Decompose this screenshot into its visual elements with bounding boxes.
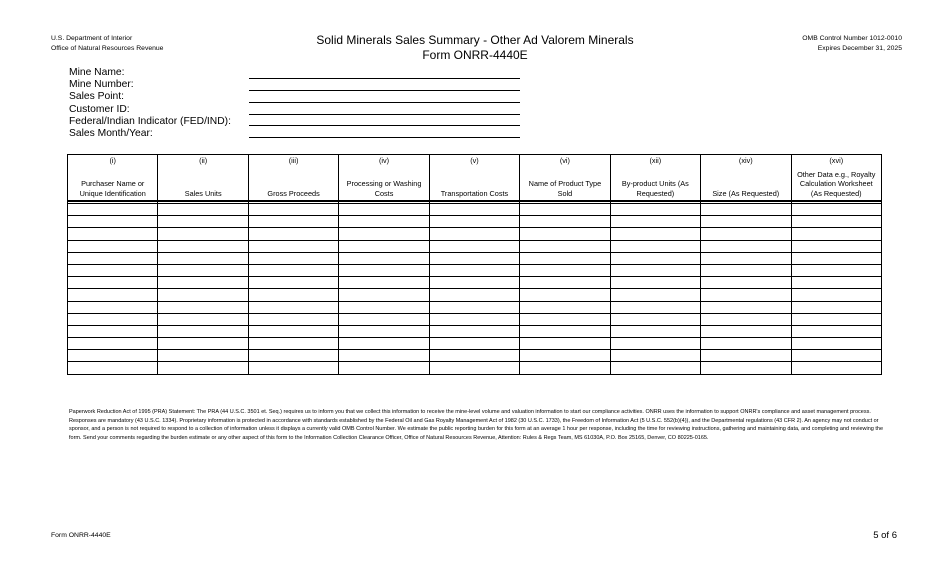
table-cell[interactable]: [158, 362, 248, 374]
column-header-product-type: [520, 155, 610, 202]
column-number: (xii): [649, 156, 662, 165]
column-number: (xvi): [829, 156, 844, 165]
column-number: (vi): [559, 156, 570, 165]
table-cell[interactable]: [339, 289, 429, 301]
column-number: (i): [109, 156, 116, 165]
field-label-sales-point: Sales Point:: [69, 91, 124, 103]
table-cell[interactable]: [339, 216, 429, 228]
table-cell[interactable]: [429, 301, 519, 313]
table-row: [68, 289, 882, 301]
table-cell[interactable]: [791, 252, 882, 264]
field-label-mine-number: Mine Number:: [69, 79, 134, 91]
table-cell[interactable]: [68, 264, 158, 276]
table-cell[interactable]: [158, 350, 248, 362]
table-cell[interactable]: [701, 240, 791, 252]
table-cell[interactable]: [158, 277, 248, 289]
table-cell[interactable]: [791, 362, 882, 374]
table-cell[interactable]: [520, 362, 610, 374]
table-cell[interactable]: [610, 204, 700, 216]
sales-table: [67, 154, 882, 375]
column-label: By-product Units (As Requested): [621, 179, 689, 198]
table-cell[interactable]: [429, 252, 519, 264]
table-row: [68, 362, 882, 374]
table-cell[interactable]: [158, 252, 248, 264]
footer-form-label: Form ONRR-4440E: [51, 532, 111, 539]
table-cell[interactable]: [610, 313, 700, 325]
table-cell[interactable]: [248, 277, 338, 289]
table-cell[interactable]: [701, 289, 791, 301]
table-cell[interactable]: [520, 277, 610, 289]
table-cell[interactable]: [68, 228, 158, 240]
table-cell[interactable]: [158, 301, 248, 313]
column-header-size: [701, 155, 791, 202]
column-label: Processing or Washing Costs: [346, 179, 422, 198]
column-label: Other Data e.g., Royalty Calculation Worksheet (As Requested): [797, 169, 876, 198]
table-cell[interactable]: [610, 228, 700, 240]
table-cell[interactable]: [701, 301, 791, 313]
table-cell[interactable]: [791, 228, 882, 240]
table-cell[interactable]: [339, 240, 429, 252]
column-label: Size (As Requested): [712, 188, 780, 198]
table-cell[interactable]: [610, 252, 700, 264]
table-cell[interactable]: [701, 350, 791, 362]
table-cell[interactable]: [248, 362, 338, 374]
table-cell[interactable]: [429, 228, 519, 240]
column-label: Purchaser Name or Unique Identification: [79, 179, 146, 198]
table-cell[interactable]: [339, 325, 429, 337]
agency-office: Office of Natural Resources Revenue: [51, 45, 164, 52]
table-row: [68, 277, 882, 289]
table-cell[interactable]: [701, 277, 791, 289]
table-cell[interactable]: [520, 325, 610, 337]
table-cell[interactable]: [610, 325, 700, 337]
table-row: [68, 313, 882, 325]
table-cell[interactable]: [68, 252, 158, 264]
column-header-other-data: [791, 155, 882, 202]
table-row: [68, 338, 882, 350]
table-cell[interactable]: [610, 240, 700, 252]
column-number: (iv): [378, 156, 390, 165]
table-cell[interactable]: [520, 204, 610, 216]
table-cell[interactable]: [610, 289, 700, 301]
table-cell[interactable]: [339, 252, 429, 264]
table-cell[interactable]: [248, 204, 338, 216]
table-row: [68, 301, 882, 313]
table-cell[interactable]: [339, 338, 429, 350]
table-cell[interactable]: [339, 362, 429, 374]
field-label-fed-ind: Federal/Indian Indicator (FED/IND):: [69, 115, 231, 127]
table-cell[interactable]: [701, 338, 791, 350]
table-cell[interactable]: [520, 240, 610, 252]
sales-month-year-field[interactable]: [249, 126, 520, 138]
table-cell[interactable]: [158, 240, 248, 252]
column-number: (iii): [288, 156, 299, 165]
table-row: [68, 252, 882, 264]
table-cell[interactable]: [158, 216, 248, 228]
table-cell[interactable]: [429, 325, 519, 337]
column-header-transportation-costs: [429, 155, 519, 202]
table-cell[interactable]: [68, 289, 158, 301]
column-number: (v): [470, 156, 479, 165]
table-cell[interactable]: [429, 264, 519, 276]
table-cell[interactable]: [429, 216, 519, 228]
sales-point-field[interactable]: [249, 91, 520, 103]
table-cell[interactable]: [339, 204, 429, 216]
column-header-byproduct-units: [610, 155, 700, 202]
table-cell[interactable]: [791, 216, 882, 228]
table-cell[interactable]: [610, 264, 700, 276]
table-cell[interactable]: [339, 313, 429, 325]
table-cell[interactable]: [248, 313, 338, 325]
form-name: Form ONRR-4440E: [422, 48, 528, 62]
table-cell[interactable]: [339, 264, 429, 276]
table-cell[interactable]: [610, 216, 700, 228]
table-body: [68, 201, 882, 374]
table-row: [68, 350, 882, 362]
table-cell[interactable]: [68, 362, 158, 374]
table-row: [68, 325, 882, 337]
table-cell[interactable]: [158, 313, 248, 325]
table-cell[interactable]: [701, 228, 791, 240]
table-cell[interactable]: [68, 277, 158, 289]
table-cell[interactable]: [339, 301, 429, 313]
table-cell[interactable]: [429, 240, 519, 252]
table-cell[interactable]: [520, 228, 610, 240]
table-row: [68, 204, 882, 216]
table-cell[interactable]: [339, 277, 429, 289]
table-cell[interactable]: [791, 350, 882, 362]
mine-name-field[interactable]: [249, 67, 520, 79]
omb-control-number: OMB Control Number 1012-0010: [802, 35, 902, 42]
column-label: Sales Units: [184, 188, 222, 198]
table-cell[interactable]: [791, 240, 882, 252]
pra-statement: Paperwork Reduction Act of 1995 (PRA) Statement: The PRA (44 U.S.C. 3501 et. Seq.) requires us to inform you that we collect this information to receive the mine-level volume and valuation information to start our compliance activities. ONRR uses the information to support ONRR's compliance and asset management process. Responses are mandatory (43 U.S.C. 1334). Proprietary information is protected in accordance with standards established by the Federal Oil and Gas Royalty Management Act of 1982 (30 U.S.C. 1733), the Freedom of Information Act (5 U.S.C. 552(b)(4)), and the Departmental regulations (43 CFR 2). An agency may not conduct or sponsor, and a person is not required to respond to a collection of information unless it displays a currently valid OMB Control Number. We estimate the public reporting burden for this form at an average 1 hour per response, including the time for reviewing instructions, gathering and maintaining data, and completing and reviewing the form. Send your comments regarding the burden estimate or any other aspect of this form to the Information Collection Clearance Officer, Office of Natural Resources Revenue, Attention: Rules & Regs Team, MS 61030A, P.O. Box 25165, Denver, CO 80225-0165.: [69, 409, 884, 441]
table-cell[interactable]: [429, 289, 519, 301]
table-cell[interactable]: [68, 240, 158, 252]
table-cell[interactable]: [429, 338, 519, 350]
table-cell[interactable]: [429, 350, 519, 362]
agency-department: U.S. Department of Interior: [51, 35, 133, 42]
table-cell[interactable]: [158, 204, 248, 216]
page-number: 5 of 6: [873, 530, 897, 541]
table-row: [68, 216, 882, 228]
column-label: Name of Product Type Sold: [528, 179, 602, 198]
table-cell[interactable]: [791, 289, 882, 301]
customer-id-field[interactable]: [249, 103, 520, 115]
table-cell[interactable]: [248, 264, 338, 276]
table-cell[interactable]: [158, 338, 248, 350]
table-cell[interactable]: [68, 216, 158, 228]
column-header-sales-units: [158, 155, 248, 202]
mine-info-labels: [69, 67, 231, 140]
table-cell[interactable]: [248, 216, 338, 228]
column-label: Transportation Costs: [440, 188, 509, 198]
table-cell[interactable]: [791, 204, 882, 216]
column-number: (xiv): [738, 156, 753, 165]
field-label-sales-month-year: Sales Month/Year:: [69, 128, 153, 140]
table-cell[interactable]: [158, 264, 248, 276]
table-cell[interactable]: [701, 362, 791, 374]
table-cell[interactable]: [701, 264, 791, 276]
table-cell[interactable]: [520, 350, 610, 362]
table-cell[interactable]: [791, 264, 882, 276]
table-cell[interactable]: [248, 289, 338, 301]
table-cell[interactable]: [429, 313, 519, 325]
table-cell[interactable]: [791, 325, 882, 337]
table-cell[interactable]: [701, 216, 791, 228]
table-cell[interactable]: [68, 313, 158, 325]
table-cell[interactable]: [158, 289, 248, 301]
field-label-mine-name: Mine Name:: [69, 67, 125, 78]
column-header-processing-costs: [339, 155, 429, 202]
table-cell[interactable]: [248, 338, 338, 350]
page-title: Solid Minerals Sales Summary - Other Ad Valorem Minerals: [316, 33, 634, 47]
field-label-customer-id: Customer ID:: [69, 103, 130, 115]
fed-ind-field[interactable]: [249, 115, 520, 127]
mine-number-field[interactable]: [249, 79, 520, 91]
table-cell[interactable]: [520, 264, 610, 276]
table-cell[interactable]: [520, 338, 610, 350]
table-cell[interactable]: [701, 204, 791, 216]
column-header-gross-proceeds: [248, 155, 338, 202]
table-cell[interactable]: [248, 240, 338, 252]
table-cell[interactable]: [68, 204, 158, 216]
table-cell[interactable]: [248, 350, 338, 362]
table-cell[interactable]: [520, 216, 610, 228]
table-cell[interactable]: [520, 289, 610, 301]
table-cell[interactable]: [429, 204, 519, 216]
omb-expiration: Expires December 31, 2025: [817, 45, 902, 52]
table-cell[interactable]: [68, 350, 158, 362]
table-cell[interactable]: [158, 325, 248, 337]
table-cell[interactable]: [520, 301, 610, 313]
table-cell[interactable]: [339, 228, 429, 240]
table-cell[interactable]: [520, 313, 610, 325]
table-cell[interactable]: [248, 252, 338, 264]
table-cell[interactable]: [701, 325, 791, 337]
table-cell[interactable]: [68, 301, 158, 313]
omb-block: [802, 34, 902, 54]
column-label: Gross Proceeds: [267, 188, 320, 198]
table-cell[interactable]: [610, 301, 700, 313]
table-cell[interactable]: [701, 313, 791, 325]
table-row: [68, 228, 882, 240]
table-header-row: [68, 155, 882, 202]
table-cell[interactable]: [248, 325, 338, 337]
table-cell[interactable]: [429, 277, 519, 289]
table-cell[interactable]: [791, 338, 882, 350]
table-cell[interactable]: [610, 338, 700, 350]
table-row: [68, 264, 882, 276]
table-row: [68, 240, 882, 252]
table-cell[interactable]: [158, 228, 248, 240]
table-cell[interactable]: [610, 277, 700, 289]
column-number: (ii): [199, 156, 208, 165]
table-cell[interactable]: [701, 252, 791, 264]
table-cell[interactable]: [520, 252, 610, 264]
table-cell[interactable]: [248, 301, 338, 313]
table-cell[interactable]: [791, 301, 882, 313]
table-cell[interactable]: [429, 362, 519, 374]
table-cell[interactable]: [610, 350, 700, 362]
column-header-purchaser: [68, 155, 158, 202]
table-cell[interactable]: [68, 338, 158, 350]
table-cell[interactable]: [791, 277, 882, 289]
table-cell[interactable]: [791, 313, 882, 325]
table-cell[interactable]: [248, 228, 338, 240]
table-cell[interactable]: [610, 362, 700, 374]
table-cell[interactable]: [68, 325, 158, 337]
table-cell[interactable]: [339, 350, 429, 362]
mine-info-fields: [249, 67, 520, 138]
